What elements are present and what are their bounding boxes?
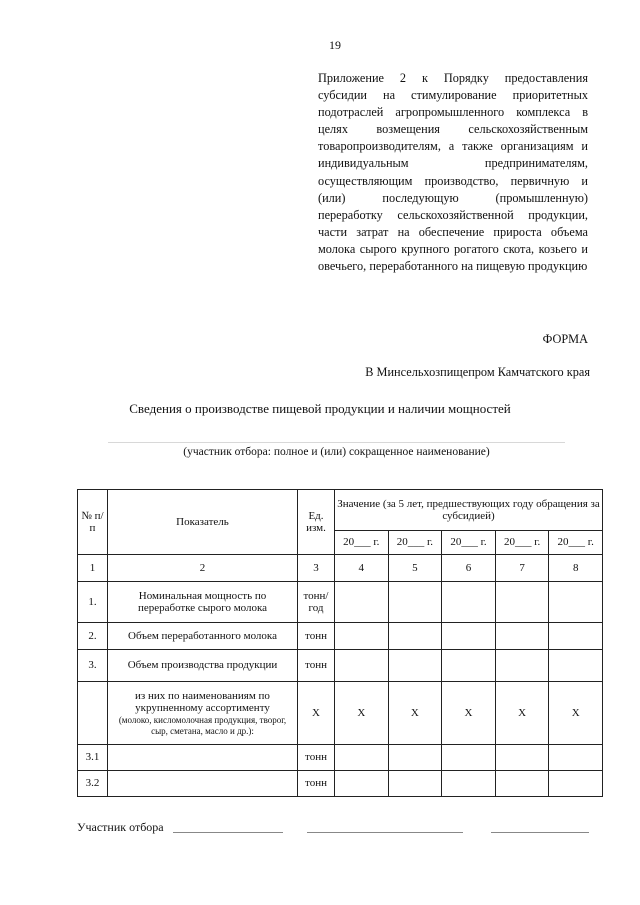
- value-cell[interactable]: [495, 745, 549, 771]
- value-cell[interactable]: [388, 771, 442, 797]
- header-year[interactable]: 20___ г.: [335, 531, 389, 555]
- header-year[interactable]: 20___ г.: [549, 531, 603, 555]
- table-row: [78, 771, 603, 797]
- page-number: 19: [329, 38, 341, 52]
- row-indicator: Объем переработанного молока: [108, 623, 298, 650]
- column-number: 8: [549, 555, 603, 582]
- row-indicator-text: из них по наименованиям по укрупненному ассортименту: [135, 689, 270, 714]
- value-cell: Х: [549, 682, 603, 745]
- value-cell[interactable]: [335, 771, 389, 797]
- value-cell[interactable]: [495, 771, 549, 797]
- form-label: ФОРМА: [542, 332, 588, 346]
- header-year[interactable]: 20___ г.: [388, 531, 442, 555]
- header-unit: Ед. изм.: [298, 490, 335, 555]
- row-num: 3.2: [78, 771, 108, 797]
- value-cell[interactable]: [335, 650, 389, 682]
- column-number: 7: [495, 555, 549, 582]
- value-cell[interactable]: [549, 745, 603, 771]
- column-number: 5: [388, 555, 442, 582]
- row-indicator: Объем производства продукции: [108, 650, 298, 682]
- signature-blank[interactable]: [307, 832, 463, 833]
- value-cell[interactable]: [388, 623, 442, 650]
- column-number: 1: [78, 555, 108, 582]
- column-number: 3: [298, 555, 335, 582]
- value-cell[interactable]: [442, 771, 496, 797]
- row-indicator: [108, 682, 298, 745]
- row-num: 1.: [78, 582, 108, 623]
- header-year[interactable]: 20___ г.: [495, 531, 549, 555]
- header-values: Значение (за 5 лет, предшествующих году обращения за субсидией): [335, 490, 603, 531]
- signature-blank[interactable]: [173, 832, 283, 833]
- value-cell[interactable]: [549, 623, 603, 650]
- value-cell[interactable]: [549, 582, 603, 623]
- value-cell[interactable]: [549, 771, 603, 797]
- header-num: № п/п: [78, 490, 108, 555]
- column-number: 4: [335, 555, 389, 582]
- value-cell[interactable]: [549, 650, 603, 682]
- row-unit: тонн: [298, 650, 335, 682]
- value-cell[interactable]: [335, 582, 389, 623]
- row-num: 3.1: [78, 745, 108, 771]
- row-unit: Х: [298, 682, 335, 745]
- participant-name-line[interactable]: [108, 442, 565, 443]
- value-cell: Х: [442, 682, 496, 745]
- participant-caption: (участник отбора: полное и (или) сокращенное наименование): [183, 446, 490, 458]
- row-num: 3.: [78, 650, 108, 682]
- addressee: В Минсельхозпищепром Камчатского края: [365, 365, 590, 379]
- row-indicator: Номинальная мощность по переработке сырого молока: [108, 582, 298, 623]
- signature-label: Участник отбора: [77, 820, 164, 834]
- row-unit: тонн/ год: [298, 582, 335, 623]
- row-indicator-note: (молоко, кисломолочная продукция, творог, сыр, сметана, масло и др.):: [118, 714, 287, 736]
- appendix-reference: Приложение 2 к Порядку предоставления субсидии на стимулирование приоритетных подотраслей агропромышленного комплекса в целях возмещения сельскохозяйственным товаропроизводителям, а также организациям и индивидуальным предпринимателям, осуществляющим производство, первичную и (или) последующую (промышленную) переработку сельскохозяйственной продукции, части затрат на обеспечение прироста объема молока сырого крупного рогатого скота, козьего и овечьего, переработанного на пищевую продукцию: [318, 71, 588, 274]
- value-cell: Х: [335, 682, 389, 745]
- header-indicator: Показатель: [108, 490, 298, 555]
- row-num: [78, 682, 108, 745]
- row-num: 2.: [78, 623, 108, 650]
- table-row: [78, 682, 603, 745]
- table-row: [78, 582, 603, 623]
- value-cell[interactable]: [442, 582, 496, 623]
- signature-blank[interactable]: [491, 832, 589, 833]
- value-cell[interactable]: [442, 623, 496, 650]
- value-cell[interactable]: [442, 650, 496, 682]
- column-number: 6: [442, 555, 496, 582]
- value-cell: Х: [495, 682, 549, 745]
- value-cell[interactable]: [335, 623, 389, 650]
- production-table: [77, 489, 603, 797]
- row-unit: тонн: [298, 745, 335, 771]
- row-unit: тонн: [298, 623, 335, 650]
- row-indicator[interactable]: [108, 745, 298, 771]
- header-year[interactable]: 20___ г.: [442, 531, 496, 555]
- value-cell[interactable]: [495, 582, 549, 623]
- value-cell[interactable]: [388, 745, 442, 771]
- value-cell[interactable]: [388, 582, 442, 623]
- value-cell[interactable]: [442, 745, 496, 771]
- row-indicator[interactable]: [108, 771, 298, 797]
- table-row: [78, 745, 603, 771]
- row-unit: тонн: [298, 771, 335, 797]
- value-cell[interactable]: [335, 745, 389, 771]
- table-row: [78, 623, 603, 650]
- value-cell[interactable]: [495, 650, 549, 682]
- value-cell: Х: [388, 682, 442, 745]
- value-cell[interactable]: [388, 650, 442, 682]
- value-cell[interactable]: [495, 623, 549, 650]
- column-number: 2: [108, 555, 298, 582]
- document-title: Сведения о производстве пищевой продукции и наличии мощностей: [129, 401, 511, 416]
- table-row: [78, 650, 603, 682]
